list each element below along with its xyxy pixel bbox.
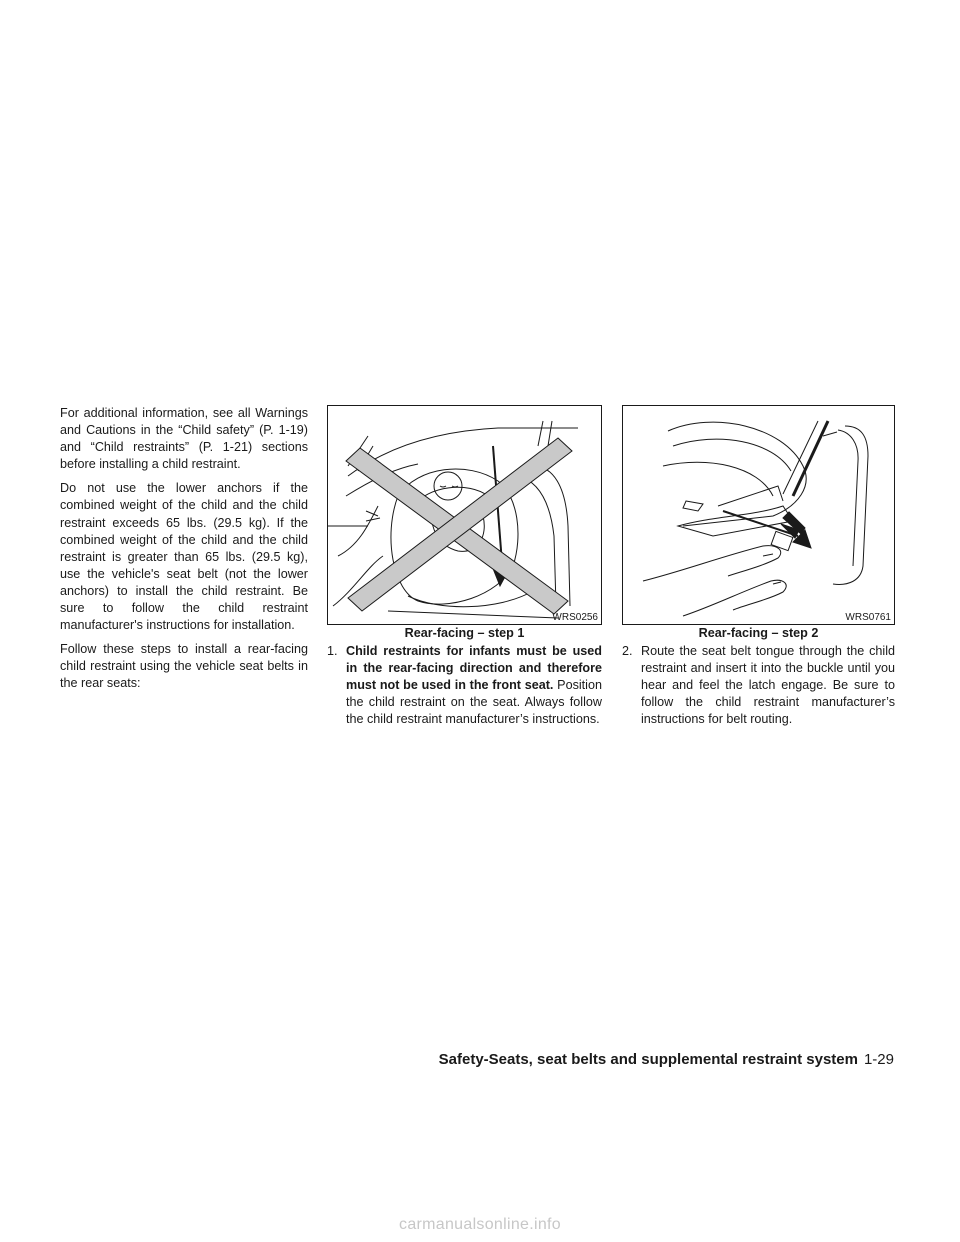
figure-caption-step-1: Rear-facing – step 1 bbox=[404, 626, 525, 640]
step-text bbox=[346, 643, 602, 728]
intro-paragraph-3: Follow these steps to install a rear-facing child restraint using the vehicle seat belts in the rear seats: bbox=[60, 642, 308, 691]
step-text: Route the seat belt tongue through the child restraint and insert it into the buckle until you hear and feel the latch engage. Be sure to follow the child restraint manufacturer’s instructions for belt routing. bbox=[641, 644, 895, 727]
step2-column bbox=[622, 405, 895, 728]
intro-column bbox=[60, 405, 308, 700]
step-number: 1. bbox=[327, 644, 338, 658]
footer-section-title: Safety-Seats, seat belts and supplemental restraint system bbox=[438, 1051, 858, 1068]
figure-code: WRS0761 bbox=[845, 612, 891, 623]
figure-code: WRS0256 bbox=[552, 612, 598, 623]
page-footer bbox=[439, 1050, 894, 1070]
intro-paragraph-1: For additional information, see all Warnings and Cautions in the “Child safety” (P. 1-19) and “Child restraints” (P. 1-21) sections before installing a child restraint. bbox=[60, 406, 308, 472]
step-2 bbox=[622, 643, 895, 728]
watermark: carmanualsonline.info bbox=[399, 1216, 561, 1233]
figure-rear-facing-step-2 bbox=[622, 405, 895, 625]
page-number: 1-29 bbox=[863, 1051, 894, 1068]
intro-paragraph-2: Do not use the lower anchors if the combined weight of the child and the child restraint exceeds 65 lbs. (29.5 kg). If the combined weight of the child and the child restraint is greater than 65 lbs. (29.5 kg), use the vehicle's seat belt (not the lower anchors) to install the child restraint. Be sure to follow the child restraint manufacturer's instructions for installation. bbox=[60, 481, 308, 633]
step-instruction-text: Position the child restraint on the seat. Always follow the child restraint manufacturer’s instructions. bbox=[346, 678, 602, 727]
step-1 bbox=[327, 643, 602, 728]
step-warning-text: Child restraints for infants must be used in the rear-facing direction and therefore must not be used in the front seat. bbox=[346, 644, 602, 693]
figure-rear-facing-step-1 bbox=[327, 405, 602, 625]
illustration-seat-belt-routing bbox=[623, 406, 894, 624]
figure-caption-step-2: Rear-facing – step 2 bbox=[698, 626, 819, 640]
illustration-child-seat-front-prohibited bbox=[328, 406, 601, 624]
step-number: 2. bbox=[622, 644, 633, 658]
step1-column bbox=[327, 405, 602, 728]
